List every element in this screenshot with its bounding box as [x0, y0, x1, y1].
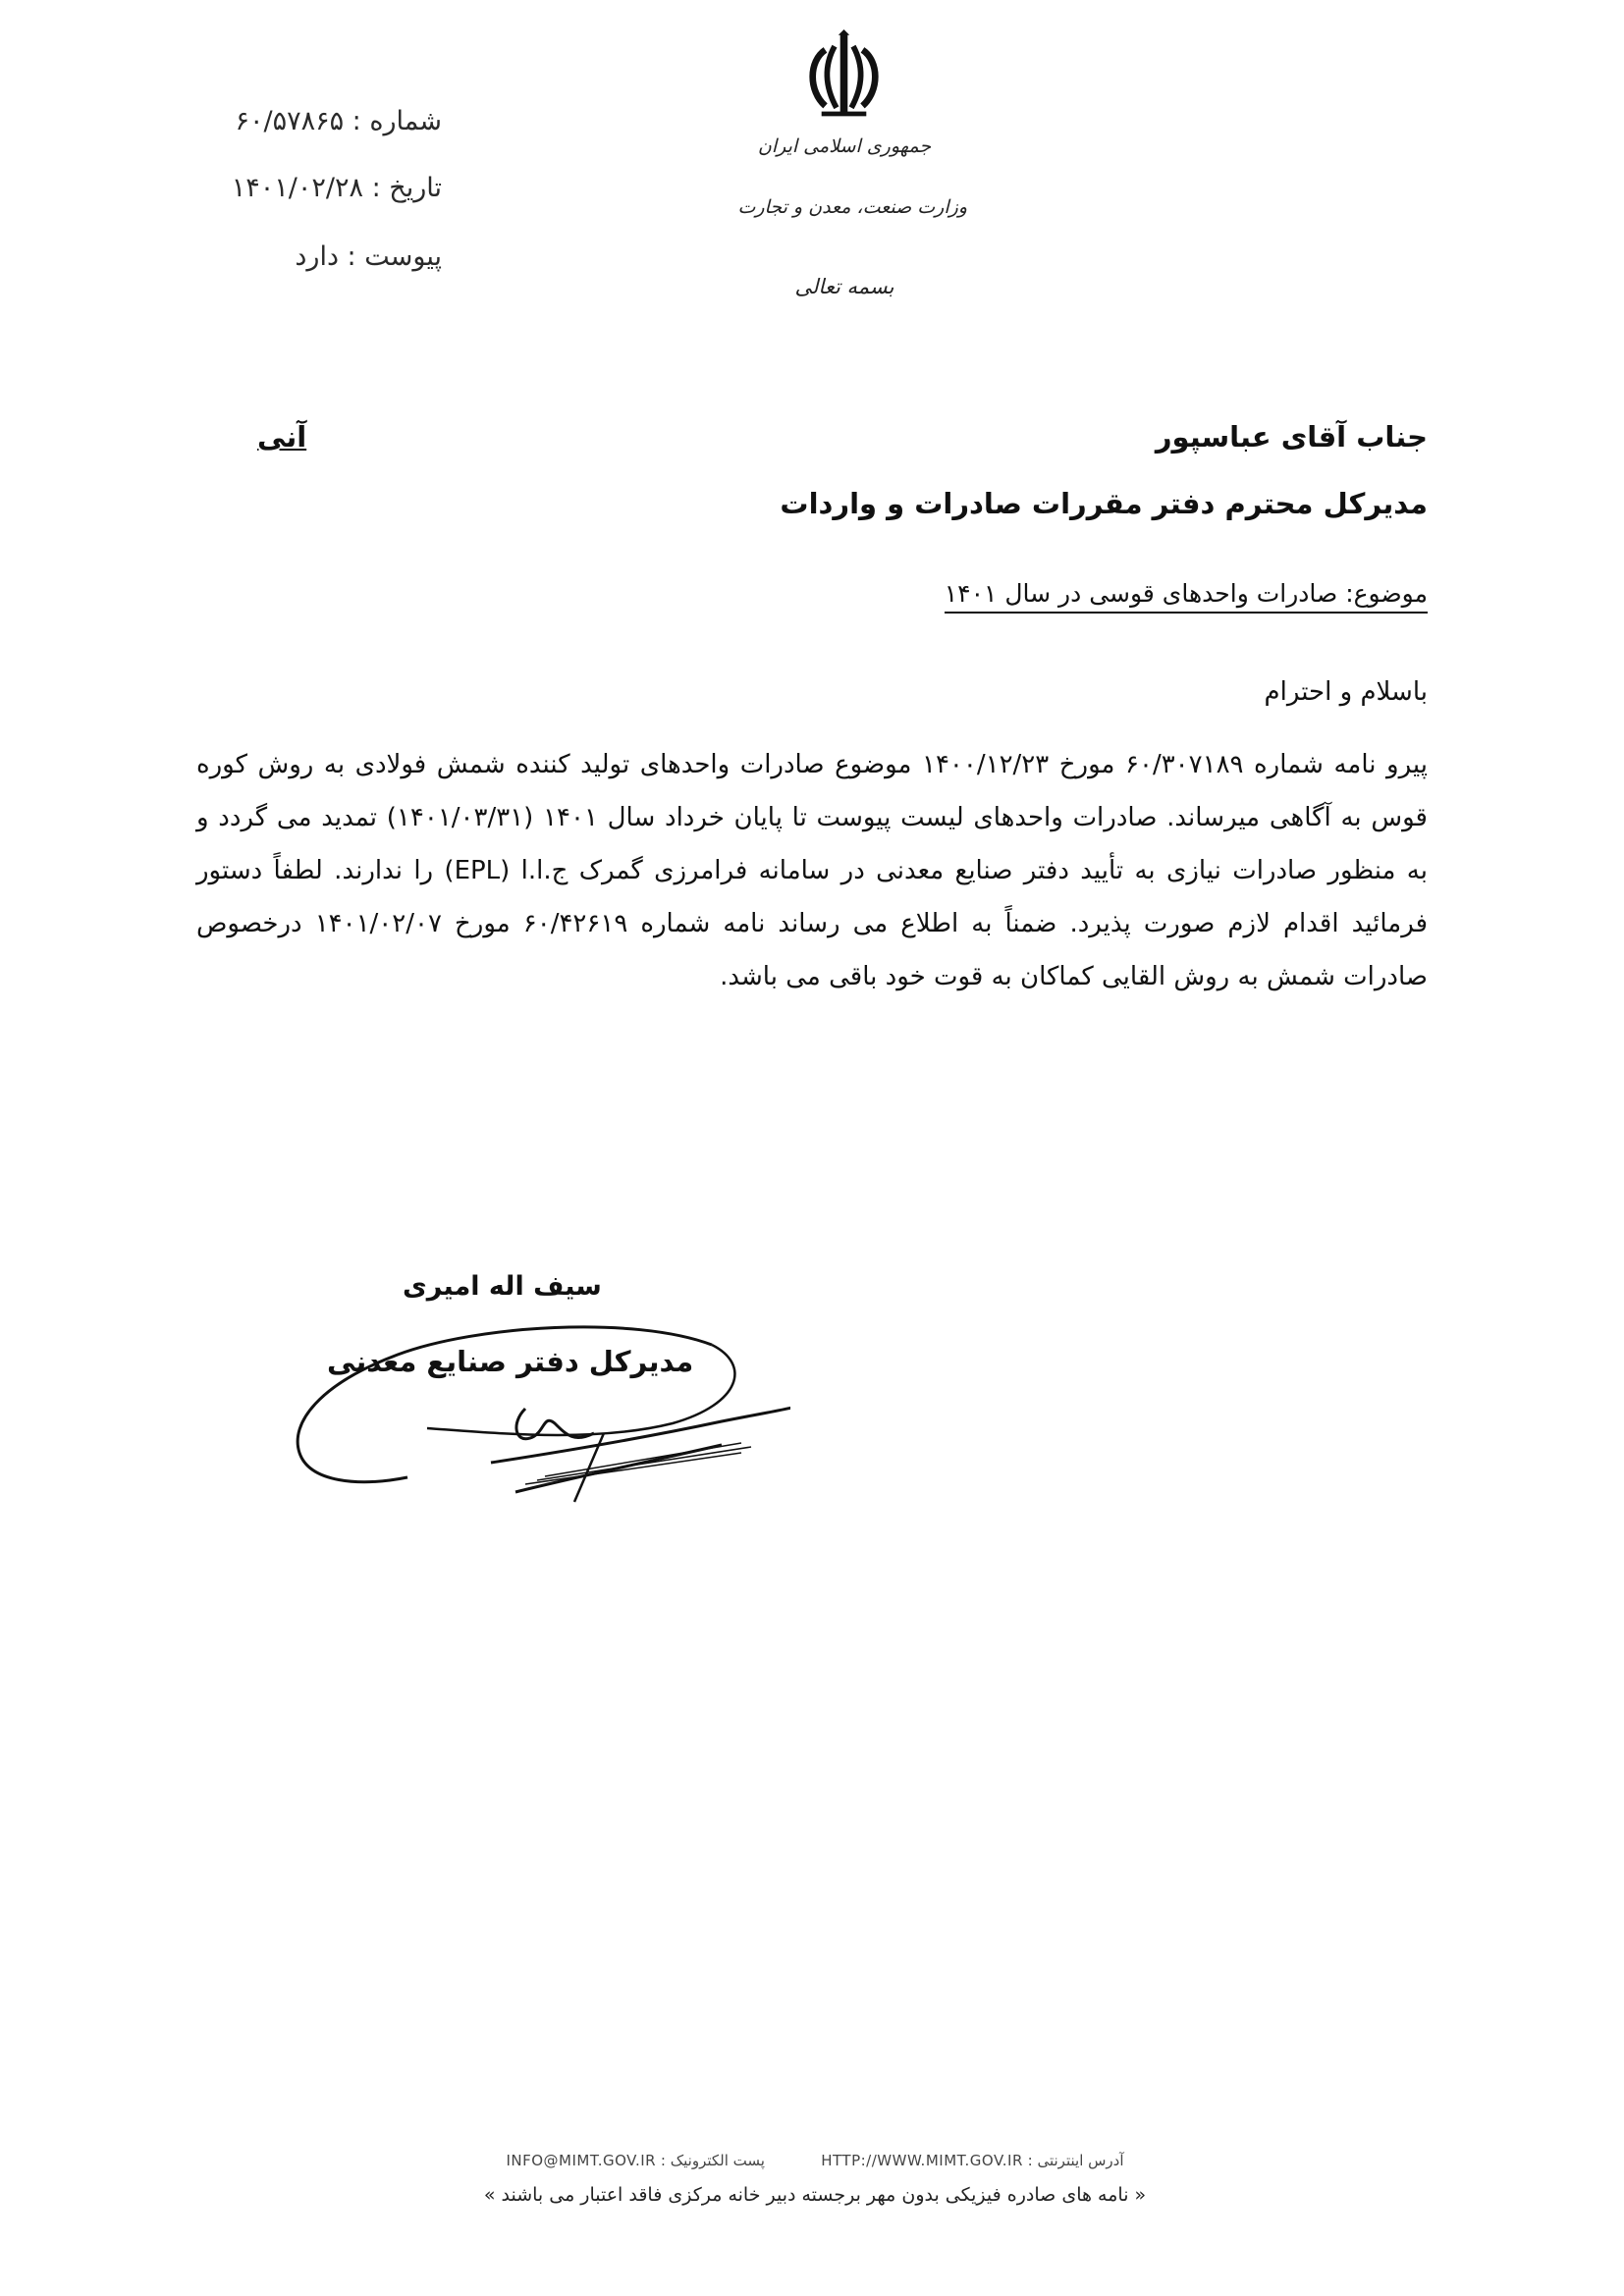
letter-number: شماره : ۶۰/۵۷۸۶۵	[235, 106, 442, 136]
letter-body: پیرو نامه شماره ۶۰/۳۰۷۱۸۹ مورخ ۱۴۰۰/۱۲/۲۳ موضوع صادرات واحدهای تولید کننده شمش فولادی به روش کوره قوس به آگاهی میرساند. صادرات واحدهای لیست پیوست تا پایان خرداد سال ۱۴۰۱ (۱۴۰۱/۰۳/۳۱) تمدید می گردد و به منظور صادرات نیازی به تأیید دفتر صنایع معدنی در سامانه فرامرزی گمرک ج.ا.ا (EPL) را ندارند. لطفاً دستور فرمائید اقدام لازم صورت پذیرد. ضمناً به اطلاع می رساند نامه شماره ۶۰/۴۲۶۱۹ مورخ ۱۴۰۱/۰۲/۰۷ درخصوص صادرات شمش به روش القایی کماکان به قوت خود باقی می باشد.	[196, 750, 1429, 991]
recipient-name: جناب آقای عباسپور	[1155, 420, 1428, 454]
footer-email[interactable]: پست الکترونیک : INFO@MIMT.GOV.IR	[506, 2152, 765, 2169]
invocation: بسمه تعالی	[794, 275, 894, 298]
signatory-name: سیف اله امیری	[403, 1271, 602, 1302]
iran-emblem-icon	[797, 29, 891, 123]
footer-note: « نامه های صادره فیزیکی بدون مهر برجسته دبیر خانه مرکزی فاقد اعتبار می باشند »	[483, 2184, 1147, 2206]
footer-website[interactable]: آدرس اینترنتی : HTTP://WWW.MIMT.GOV.IR	[821, 2152, 1124, 2169]
letter-date: تاریخ : ۱۴۰۱/۰۲/۲۸	[231, 173, 442, 203]
priority-label: آنی	[257, 420, 307, 454]
salutation: باسلام و احترام	[1264, 677, 1428, 707]
subject-line: موضوع: صادرات واحدهای قوسی در سال ۱۴۰۱	[945, 579, 1428, 614]
signatory-title: مدیرکل دفتر صنایع معدنی	[327, 1345, 694, 1378]
handwritten-signature	[280, 1315, 790, 1531]
footer-contact	[275, 2152, 1355, 2169]
republic-title: جمهوری اسلامی ایران	[757, 135, 932, 157]
letter-attachment: پیوست : دارد	[295, 241, 442, 272]
ministry-title: وزارت صنعت، معدن و تجارت	[737, 196, 967, 218]
recipient-title: مدیرکل محترم دفتر مقررات صادرات و واردات	[780, 487, 1428, 520]
